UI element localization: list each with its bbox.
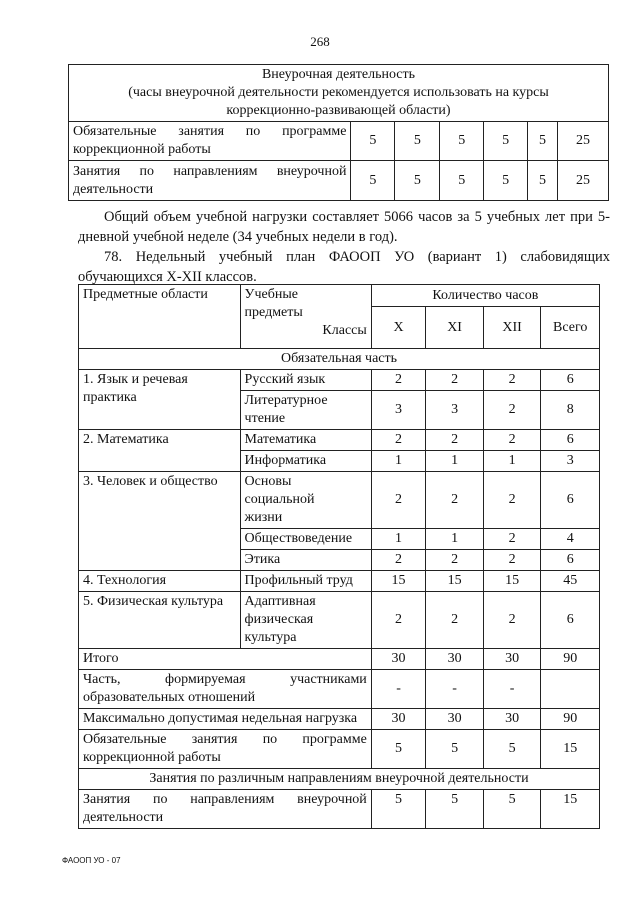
cell-value: 1	[426, 529, 484, 550]
cell-value: 2	[371, 550, 426, 571]
cell-value: 5	[528, 122, 558, 161]
cell-value: 5	[440, 161, 484, 201]
cell-value: 2	[483, 430, 541, 451]
cell-value: 2	[426, 472, 484, 529]
cell-value: 25	[558, 122, 609, 161]
subject-name: Профильный труд	[240, 571, 371, 592]
cell-value: 2	[483, 592, 541, 649]
area-name: 2. Математика	[79, 430, 241, 472]
header-line: Внеурочная деятельность	[261, 67, 416, 82]
row-label: коррекционной работы	[73, 142, 211, 157]
cell-value: 2	[483, 550, 541, 571]
cell-value: 15	[371, 571, 426, 592]
cell-value: 30	[426, 709, 484, 730]
cell-value: 3	[541, 451, 600, 472]
cell-value: 15	[541, 790, 600, 829]
col-header-grade: X	[371, 307, 426, 349]
cell-value: 2	[483, 529, 541, 550]
cell-value: 2	[371, 592, 426, 649]
cell-value: 45	[541, 571, 600, 592]
subject-name: Адаптивная физическая культура	[240, 592, 371, 649]
cell-value: 30	[483, 649, 541, 670]
cell-value: 6	[541, 430, 600, 451]
max-load-row	[79, 709, 600, 730]
cell-value: 15	[483, 571, 541, 592]
col-header-total: Всего	[541, 307, 600, 349]
extracurricular-row	[79, 790, 600, 829]
page-number: 268	[310, 34, 330, 49]
subject-name: Информатика	[240, 451, 371, 472]
cell-value: 5	[484, 122, 528, 161]
cell-value: 30	[483, 709, 541, 730]
cell-value: 6	[541, 550, 600, 571]
table-row	[79, 571, 600, 592]
cell-value: 5	[395, 122, 440, 161]
cell-value: 1	[371, 529, 426, 550]
cell-value: 2	[426, 430, 484, 451]
cell-value: 2	[483, 472, 541, 529]
cell-value: 25	[558, 161, 609, 201]
cell-value: 2	[371, 430, 426, 451]
mandatory-correction-row	[79, 730, 600, 769]
document-footer: ФАООП УО - 07	[62, 856, 121, 865]
cell-value: 6	[541, 592, 600, 649]
cell-value: 90	[541, 649, 600, 670]
cell-value: 2	[426, 550, 484, 571]
cell-value: 5	[440, 122, 484, 161]
table-row	[79, 370, 600, 391]
area-name: 5. Физическая культура	[79, 592, 241, 649]
cell-value: 30	[426, 649, 484, 670]
paragraph-total-load: Общий объем учебной нагрузки составляет 5066 часов за 5 учебных лет при 5-дневной учебной неделе (34 учебных недели в год).	[78, 209, 610, 245]
cell-value: 2	[483, 391, 541, 430]
table-row	[79, 592, 600, 649]
cell-value: -	[483, 670, 541, 709]
table-row	[79, 430, 600, 451]
extracurricular-header	[69, 65, 609, 122]
row-label: Обязательные занятия по программе коррекционной работы	[79, 730, 372, 769]
cell-value: 3	[426, 391, 484, 430]
section-mandatory: Обязательная часть	[79, 349, 600, 370]
table-row	[69, 161, 609, 201]
cell-value: 2	[426, 370, 484, 391]
cell-value: 2	[483, 370, 541, 391]
table-row	[69, 122, 609, 161]
area-name: 1. Язык и речевая практика	[79, 370, 241, 430]
cell-value: 5	[371, 730, 426, 769]
subjects-label: Учебные предметы	[244, 287, 303, 320]
cell-value: 5	[426, 730, 484, 769]
row-label: Обязательные занятия по программе	[73, 124, 347, 139]
weekly-plan-table	[78, 284, 600, 829]
cell-value: 2	[426, 592, 484, 649]
subject-name: Основы социальной жизни	[240, 472, 371, 529]
classes-label: Классы	[322, 323, 367, 338]
cell-value: 15	[541, 730, 600, 769]
cell-value: 5	[483, 790, 541, 829]
table-row	[79, 472, 600, 529]
cell-value: 30	[371, 709, 426, 730]
col-header-hours: Количество часов	[371, 285, 599, 307]
row-label: Максимально допустимая недельная нагрузка	[79, 709, 372, 730]
cell-value: -	[371, 670, 426, 709]
section-extracurricular: Занятия по различным направлениям внеурочной деятельности	[79, 769, 600, 790]
cell-value: 5	[371, 790, 426, 829]
col-header-subject-areas: Предметные области	[79, 285, 241, 349]
row-label: Занятия по направлениям внеурочной	[73, 163, 347, 179]
total-row	[79, 649, 600, 670]
extracurricular-table	[68, 64, 609, 201]
cell-value: 1	[371, 451, 426, 472]
cell-value: 5	[483, 730, 541, 769]
cell-value: 1	[483, 451, 541, 472]
cell-value: 5	[351, 122, 395, 161]
area-name: 4. Технология	[79, 571, 241, 592]
col-header-subjects	[240, 285, 371, 349]
part-formed-row	[79, 670, 600, 709]
row-label: Часть, формируемая участниками образовательных отношений	[79, 670, 372, 709]
cell-value: 5	[484, 161, 528, 201]
cell-value: 30	[371, 649, 426, 670]
subject-name: Математика	[240, 430, 371, 451]
subject-name: Русский язык	[240, 370, 371, 391]
row-label: деятельности	[73, 181, 154, 197]
cell-value: 15	[426, 571, 484, 592]
subject-name: Этика	[240, 550, 371, 571]
cell-value: 6	[541, 370, 600, 391]
cell-value: 1	[426, 451, 484, 472]
area-name: 3. Человек и общество	[79, 472, 241, 571]
header-line: коррекционно-развивающей области)	[226, 103, 451, 118]
cell-value: 2	[371, 370, 426, 391]
cell-value: 4	[541, 529, 600, 550]
cell-value	[541, 670, 600, 709]
paragraph-plan-title: 78. Недельный учебный план ФАООП УО (вариант 1) слабовидящих обучающихся X-XII классов.	[78, 249, 610, 285]
cell-value: 8	[541, 391, 600, 430]
cell-value: -	[426, 670, 484, 709]
cell-value: 6	[541, 472, 600, 529]
cell-value: 5	[426, 790, 484, 829]
cell-value: 2	[371, 472, 426, 529]
cell-value: 5	[351, 161, 395, 201]
cell-value: 5	[528, 161, 558, 201]
cell-value: 90	[541, 709, 600, 730]
row-label: Итого	[79, 649, 372, 670]
cell-value: 3	[371, 391, 426, 430]
subject-name: Обществоведение	[240, 529, 371, 550]
header-line: (часы внеурочной деятельности рекомендуется использовать на курсы	[128, 85, 549, 100]
col-header-grade: XII	[483, 307, 541, 349]
cell-value: 5	[395, 161, 440, 201]
row-label: Занятия по направлениям внеурочной деятельности	[79, 790, 372, 829]
col-header-grade: XI	[426, 307, 484, 349]
subject-name: Литературное чтение	[240, 391, 371, 430]
